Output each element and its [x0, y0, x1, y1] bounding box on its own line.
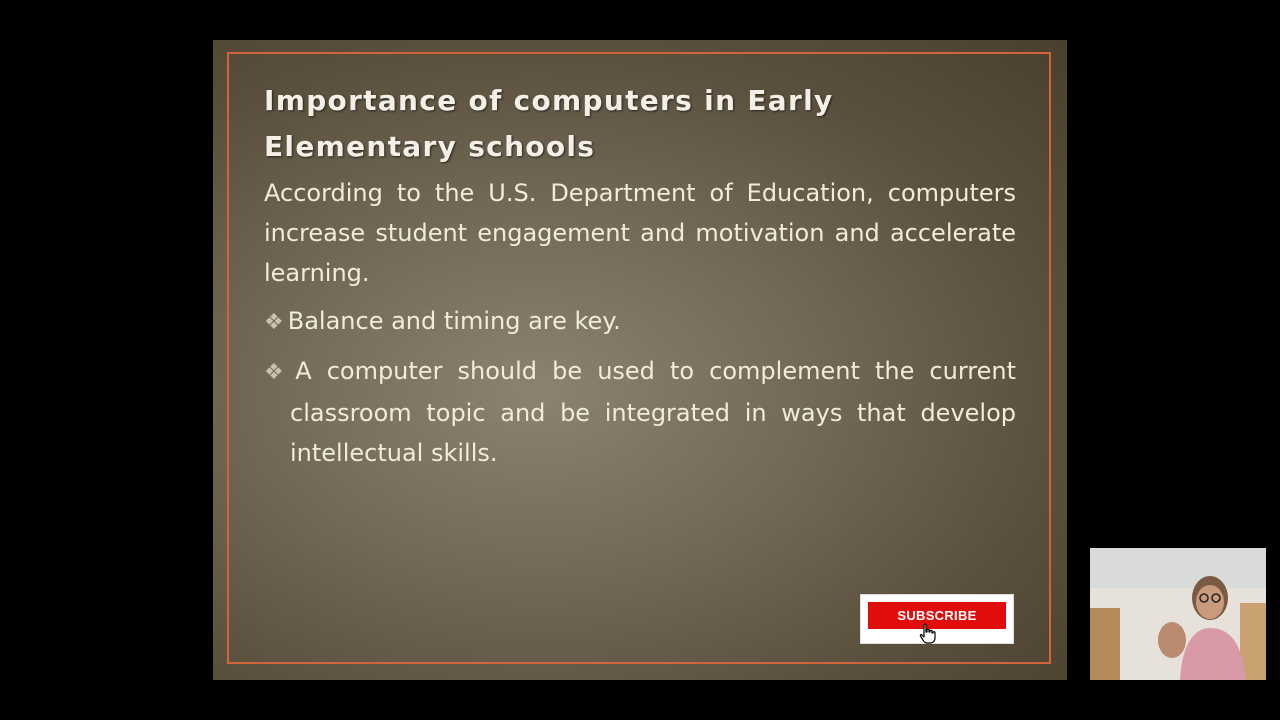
presentation-slide — [213, 40, 1067, 680]
presenter-video-thumbnail — [1090, 548, 1266, 680]
bullet-item-2 — [264, 351, 1016, 473]
diamond-bullet-icon: ❖ — [264, 310, 284, 335]
bullet-text-1: Balance and timing are key. — [287, 307, 621, 335]
subscribe-overlay[interactable] — [860, 594, 1014, 644]
slide-body — [264, 173, 1016, 473]
bullet-text-2: A computer should be used to complement the current classroom topic and be integrated in ways that develop intellectual skills. — [290, 357, 1016, 467]
subscribe-button[interactable]: SUBSCRIBE — [868, 602, 1006, 629]
slide-intro-text: According to the U.S. Department of Education, computers increase student engagement and motivation and accelerate learning. — [264, 179, 1016, 287]
bullet-item-1 — [264, 301, 1016, 343]
presenter-webcam-thumbnail — [1090, 548, 1266, 680]
hand-pointer-icon — [918, 623, 938, 645]
slide-title: Importance of computers in Early Elementary schools — [264, 84, 834, 163]
diamond-bullet-icon: ❖ — [264, 360, 292, 385]
